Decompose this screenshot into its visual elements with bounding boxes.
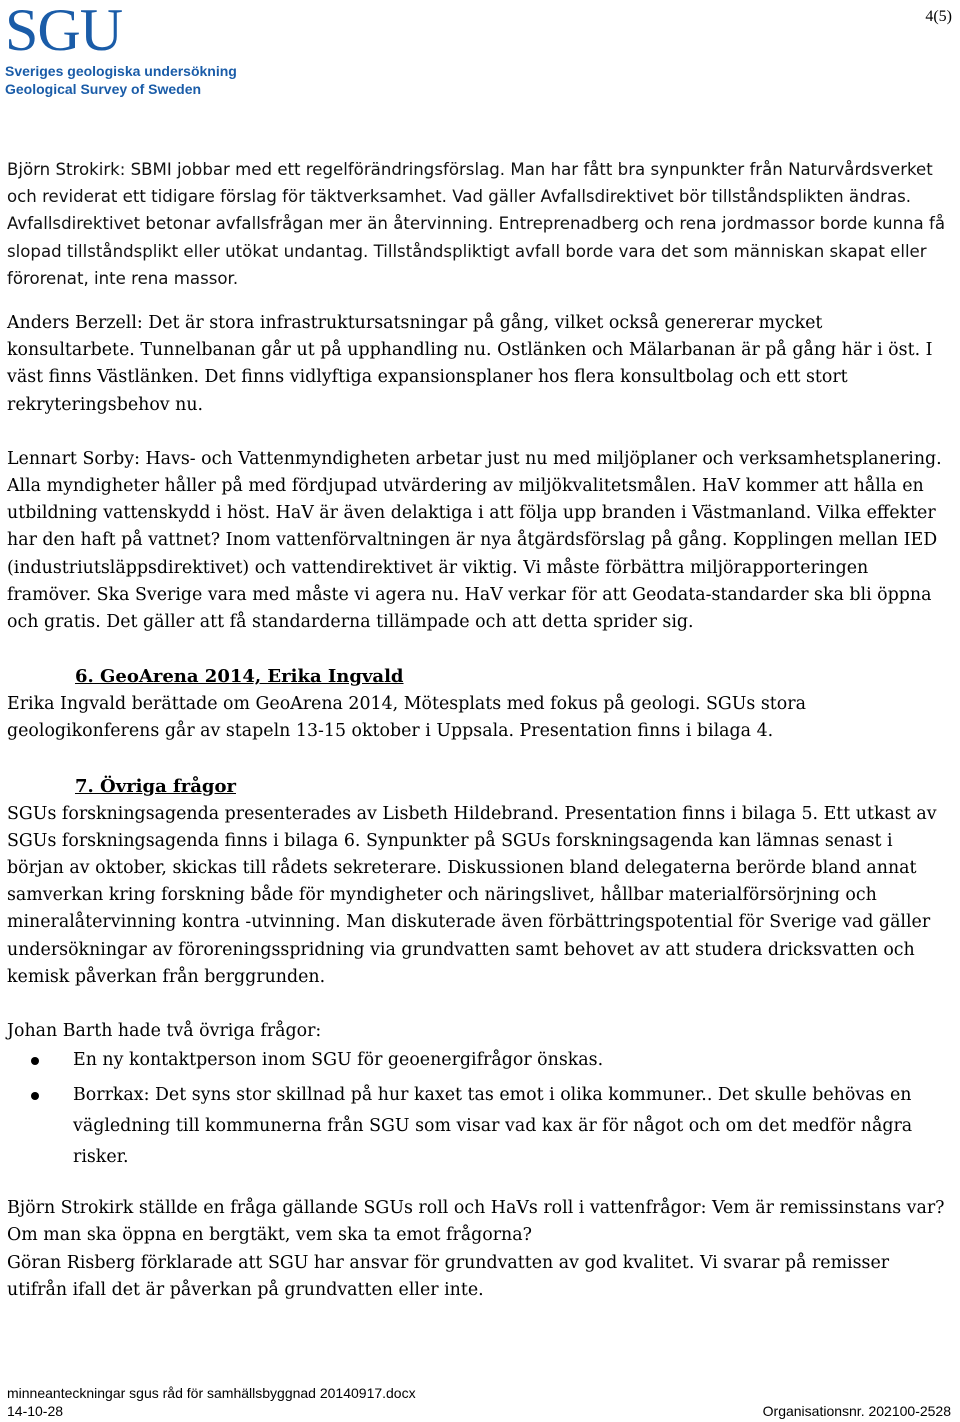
list-item bbox=[7, 1080, 949, 1173]
section-7-heading: 7. Övriga frågor bbox=[75, 775, 236, 797]
logo-name-english: Geological Survey of Sweden bbox=[5, 81, 202, 97]
sgu-logo bbox=[5, 0, 237, 97]
logo-name-swedish: Sveriges geologiska undersökning bbox=[5, 63, 237, 79]
section-6-text: Erika Ingvald berättade om GeoArena 2014, Mötesplats med fokus på geologi. SGUs stora geologikonferens går av stapeln 13-15 oktober i Uppsala. Presentation finns i bilaga 4. bbox=[7, 694, 806, 742]
barth-questions-list bbox=[7, 1045, 949, 1173]
paragraph-sorby: Lennart Sorby: Havs- och Vattenmyndigheten arbetar just nu med miljöplaner och verksamhetsplanering. Alla myndigheter håller på med fördjupad utvärdering av miljökvalitetsmålen. HaV kommer att hålla en utbildning vattenskydd i höst. HaV är även delaktiga i att följa upp branden i Västmanland. Vilka effekter har den haft på vattnet? Inom vattenförvaltningen är nya åtgärdsförslag på gång. Kopplingen mellan IED (industriutsläppsdirektivet) och vattendirektivet är viktig. Vi måste förbättra miljörapporteringen framöver. Ska Sverige vara med måste vi agera nu. HaV verkar för att Geodata-standarder ska bli öppna och gratis. Det gäller att få standarderna tillämpade och att detta sprider sig. bbox=[7, 448, 942, 633]
list-item-text: Borrkax: Det syns stor skillnad på hur kaxet tas emot i olika kommuner.. Det skulle behövas en vägledning till kommunerna från SGU som visar vad kax är för något och om det medför några risker. bbox=[73, 1085, 913, 1168]
paragraph-strokirk: Björn Strokirk: SBMI jobbar med ett regelförändringsförslag. Man har fått bra synpunkter från Naturvårdsverket och reviderat ett tidigare förslag för täktverksamhet. Vad gäller Avfallsdirektivet bör tillståndsplikten ändras. Avfallsdirektivet betonar avfallsfrågan mer än återvinning. Entreprenadberg och rena jordmassor borde kunna få slopad tillståndsplikt eller utökat undantag. Tillståndspliktigt avfall borde vara det som människan skapat eller förorenat, inte rena massor. bbox=[7, 160, 946, 288]
section-7-text: SGUs forskningsagenda presenterades av Lisbeth Hildebrand. Presentation finns i bilaga 5. Ett utkast av SGUs forskningsagenda finns i bilaga 6. Synpunkter på SGUs forskningsagenda kan lämnas senast i början av oktober, skickas till rådets sekreterare. Diskussionen bland delegaterna berörde bland annat samverkan kring forskning både för myndigheter och näringslivet, hållbar materialförsörjning och mineralåtervinning kontra -utvinning. Man diskuterade även förbättringspotential för Sverige vad gäller undersökningar av föroreningsspridning via grundvatten samt behovet av att studera dricksvatten och kemisk påverkan från berggrunden. bbox=[7, 803, 937, 987]
list-item-text: En ny kontaktperson inom SGU för geoenergifrågor önskas. bbox=[73, 1050, 604, 1071]
paragraph-strokirk-question: Björn Strokirk ställde en fråga gällande SGUs roll och HaVs roll i vattenfrågor: Vem är remissinstans var? Om man ska öppna en bergtäkt, vem ska ta emot frågorna? bbox=[7, 1198, 945, 1246]
logo-mark: SGU bbox=[5, 0, 123, 63]
paragraph-berzell: Anders Berzell: Det är stora infrastruktursatsningar på gång, vilket också genererar mycket konsultarbete. Tunnelbanan går ut på upphandling nu. Ostlänken och Mälarbanan är på gång här i öst. I väst finns Västlänken. Det finns vidlyftiga expansionsplaner hos flera konsultbolag och ett stort rekryteringsbehov nu. bbox=[7, 313, 933, 415]
paragraph-risberg-answer: Göran Risberg förklarade att SGU har ansvar för grundvatten av god kvalitet. Vi svarar på remisser utifrån ifall det är påverkan på grundvatten eller inte. bbox=[7, 1252, 890, 1300]
document-body bbox=[7, 156, 949, 1304]
footer-filename: minneanteckningar sgus råd för samhällsbyggnad 20140917.docx bbox=[7, 1385, 416, 1401]
section-6-heading: 6. GeoArena 2014, Erika Ingvald bbox=[75, 666, 404, 688]
page-number: 4(5) bbox=[925, 8, 952, 25]
footer-date: 14-10-28 bbox=[7, 1403, 64, 1419]
bullet-icon bbox=[31, 1092, 39, 1100]
barth-intro: Johan Barth hade två övriga frågor: bbox=[7, 1021, 322, 1042]
list-item bbox=[7, 1045, 949, 1076]
page-footer bbox=[7, 1384, 951, 1420]
footer-org-number: Organisationsnr. 202100-2528 bbox=[762, 1403, 951, 1419]
bullet-icon bbox=[31, 1057, 39, 1065]
